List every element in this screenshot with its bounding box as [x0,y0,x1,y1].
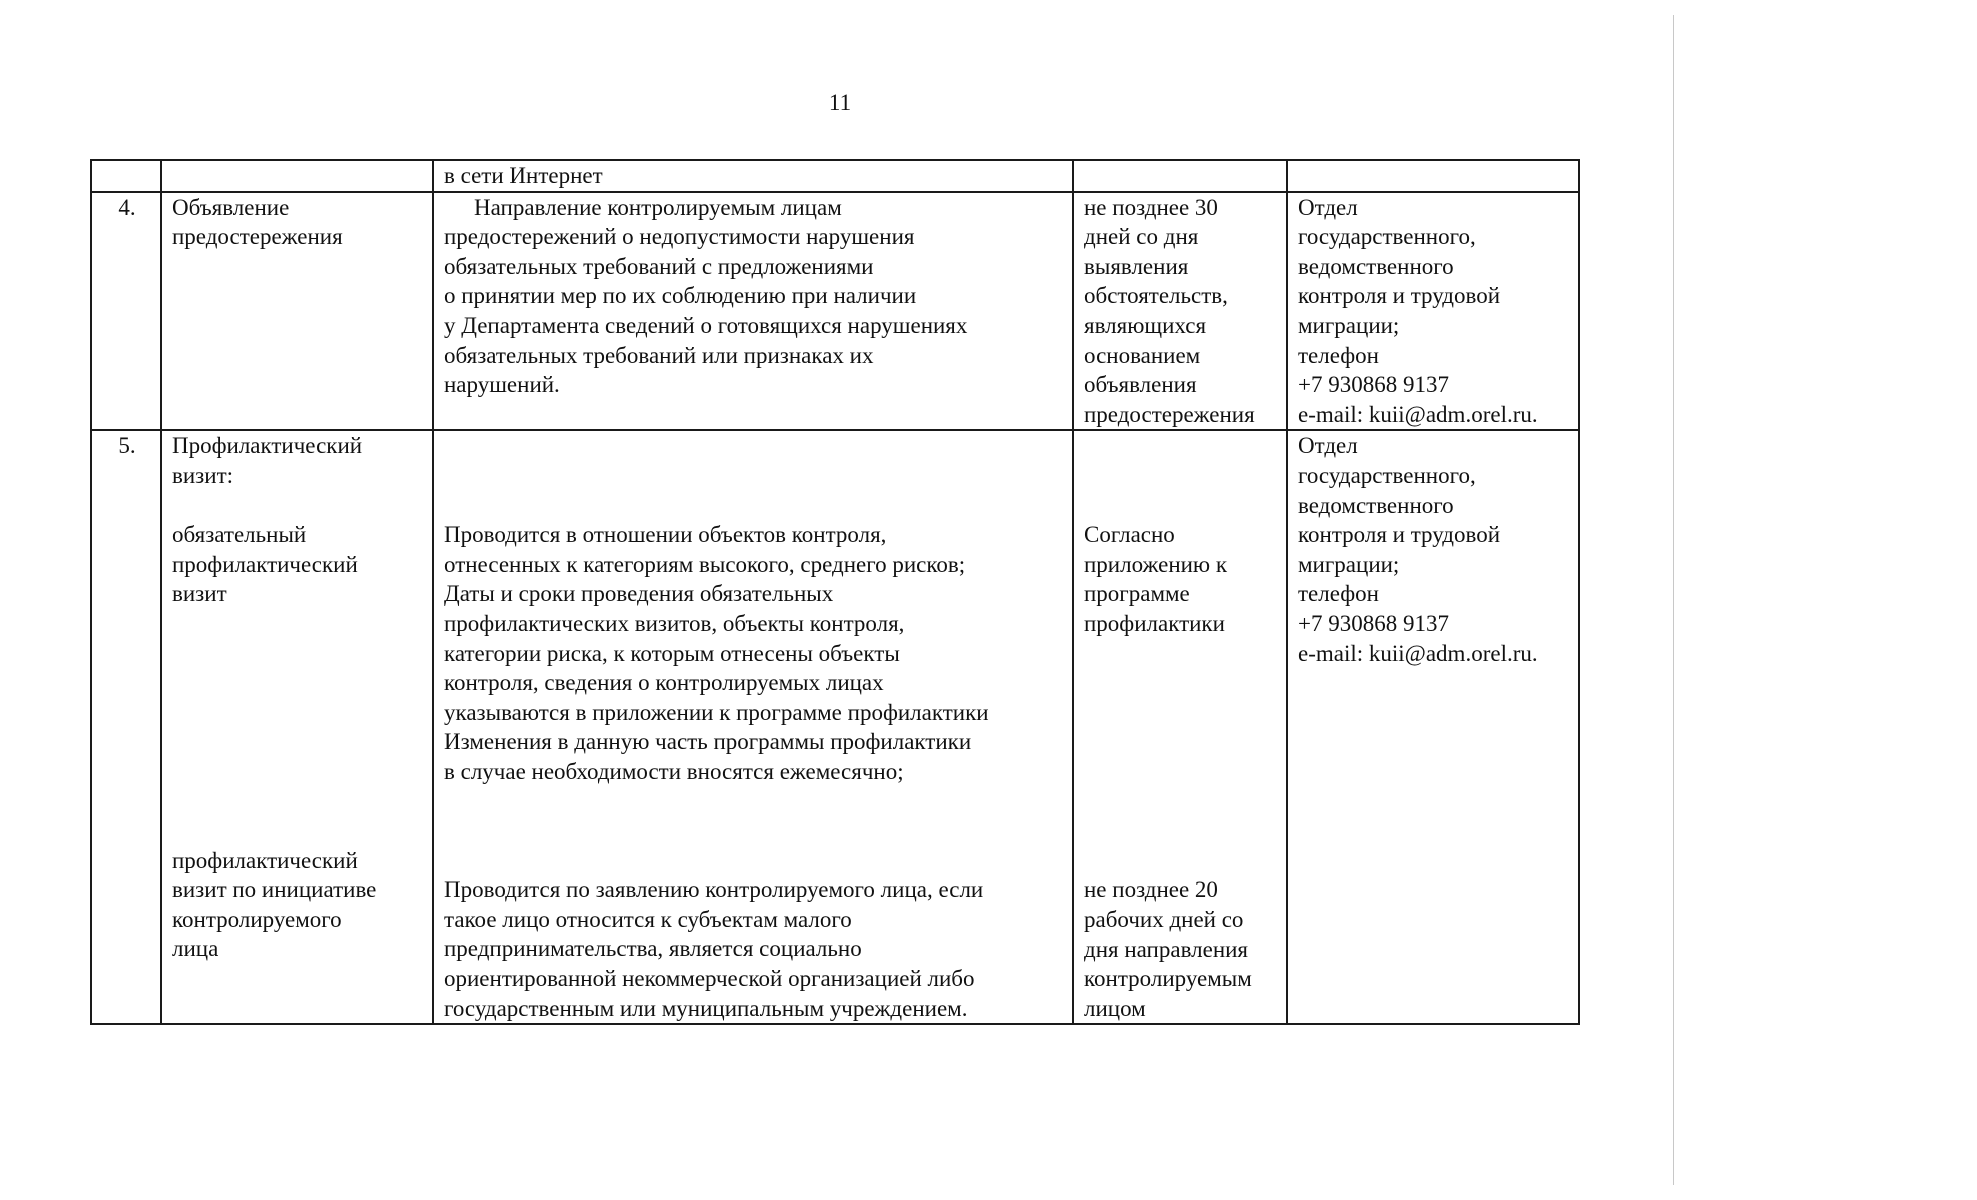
text-line: визит по инициативе [172,877,377,903]
spacer [1084,639,1278,876]
text-line: выявления [1084,253,1189,279]
text-line: программе [1084,581,1190,607]
text-line: ведомственного [1298,492,1454,518]
text-line: телефон [1298,342,1379,368]
measure-title-cell [161,192,433,431]
text-line: приложению к [1084,551,1228,577]
row-number-cell [91,192,161,431]
text-line: в случае необходимости вносятся ежемесячно; [444,758,904,784]
measures-table [90,159,1580,1025]
text-line: нарушений. [444,372,560,398]
text-line: лицом [1084,995,1146,1021]
text-line: о принятии мер по их соблюдению при наличии [444,283,917,309]
text-line: не позднее 20 [1084,877,1218,903]
text-line: государственного, [1298,462,1476,488]
text-line: государственного, [1298,224,1476,250]
text-line: Объявление [172,194,290,220]
measure-title-cell [161,160,433,192]
email-address: e-mail: kuii@adm.orel.ru. [1298,640,1538,666]
page-number: 11 [828,90,852,115]
text-line: профилактический [172,551,358,577]
text-line: визит [172,581,227,607]
text-line: обстоятельств, [1084,283,1228,309]
measure-description-cell [433,192,1073,431]
measure-description-cell [433,160,1073,192]
text-line: дней со дня [1084,224,1199,250]
table-row [91,192,1579,431]
text-line: Отдел [1298,433,1358,459]
text-line: рабочих дней со [1084,906,1244,932]
text-line: визит: [172,462,234,488]
text-line: государственным или муниципальным учреждением. [444,995,968,1021]
text-line: лица [172,936,219,962]
text-line: предостережений о недопустимости нарушения [444,224,915,250]
text-line: являющихся [1084,312,1207,338]
deadline-cell [1073,430,1287,1024]
text-line: предпринимательства, является социально [444,936,862,962]
text-line: миграции; [1298,551,1400,577]
scan-edge-line [1673,15,1674,1185]
spacer [1084,431,1278,520]
text-line: такое лицо относится к субъектам малого [444,906,852,932]
measure-title-cell [161,430,433,1024]
spacer [172,609,424,846]
text-line: указываются в приложении к программе профилактики [444,699,989,725]
text-line: контролируемым [1084,966,1252,992]
text-line: Проводится по заявлению контролируемого лица, если [444,877,984,903]
contact-cell [1287,430,1579,1024]
text-line: профилактики [1084,610,1225,636]
text-line: миграции; [1298,312,1400,338]
table-row [91,160,1579,192]
text-line: ведомственного [1298,253,1454,279]
text-line: Даты и сроки проведения обязательных [444,581,834,607]
text-line: объявления [1084,372,1197,398]
text-line: контролируемого [172,906,342,932]
text-line: ориентированной некоммерческой организацией либо [444,966,975,992]
spacer [172,491,424,521]
phone-number: +7 930868 9137 [1298,372,1449,398]
contact-cell [1287,192,1579,431]
text-line: контроля и трудовой [1298,522,1501,548]
text-line: обязательных требований или признаках их [444,342,874,368]
spacer [444,431,1064,520]
contact-cell [1287,160,1579,192]
text-line: Отдел [1298,194,1358,220]
text-line: предостережения [1084,401,1255,427]
spacer [444,786,1064,875]
text-line: Направление контролируемым лицам [474,194,842,220]
text-line: в сети Интернет [444,163,603,188]
text-line: обязательный [172,522,307,548]
row-number: 5. [118,433,136,459]
measure-description-cell [433,430,1073,1024]
row-number-cell [91,160,161,192]
text-line: Изменения в данную часть программы профилактики [444,729,972,755]
text-line: предостережения [172,224,343,250]
row-number: 4. [118,194,136,220]
text-line: не позднее 30 [1084,194,1218,220]
text-line: Профилактический [172,433,363,459]
text-line: основанием [1084,342,1201,368]
row-number-cell [91,430,161,1024]
text-line: обязательных требований с предложениями [444,253,874,279]
text-line: профилактических визитов, объекты контроля, [444,610,905,636]
text-line: у Департамента сведений о готовящихся нарушениях [444,312,968,338]
text-line: дня направления [1084,936,1249,962]
phone-number: +7 930868 9137 [1298,610,1449,636]
text-line: телефон [1298,581,1379,607]
deadline-cell [1073,192,1287,431]
table-row [91,430,1579,1024]
text-line: контроля, сведения о контролируемых лицах [444,670,884,696]
deadline-cell [1073,160,1287,192]
text-line: Проводится в отношении объектов контроля, [444,522,887,548]
text-line: Согласно [1084,522,1175,548]
text-line: профилактический [172,847,358,873]
text-line: контроля и трудовой [1298,283,1501,309]
text-line: категории риска, к которым отнесены объекты [444,640,900,666]
text-line: отнесенных к категориям высокого, среднего рисков; [444,551,966,577]
email-address: e-mail: kuii@adm.orel.ru. [1298,401,1538,427]
